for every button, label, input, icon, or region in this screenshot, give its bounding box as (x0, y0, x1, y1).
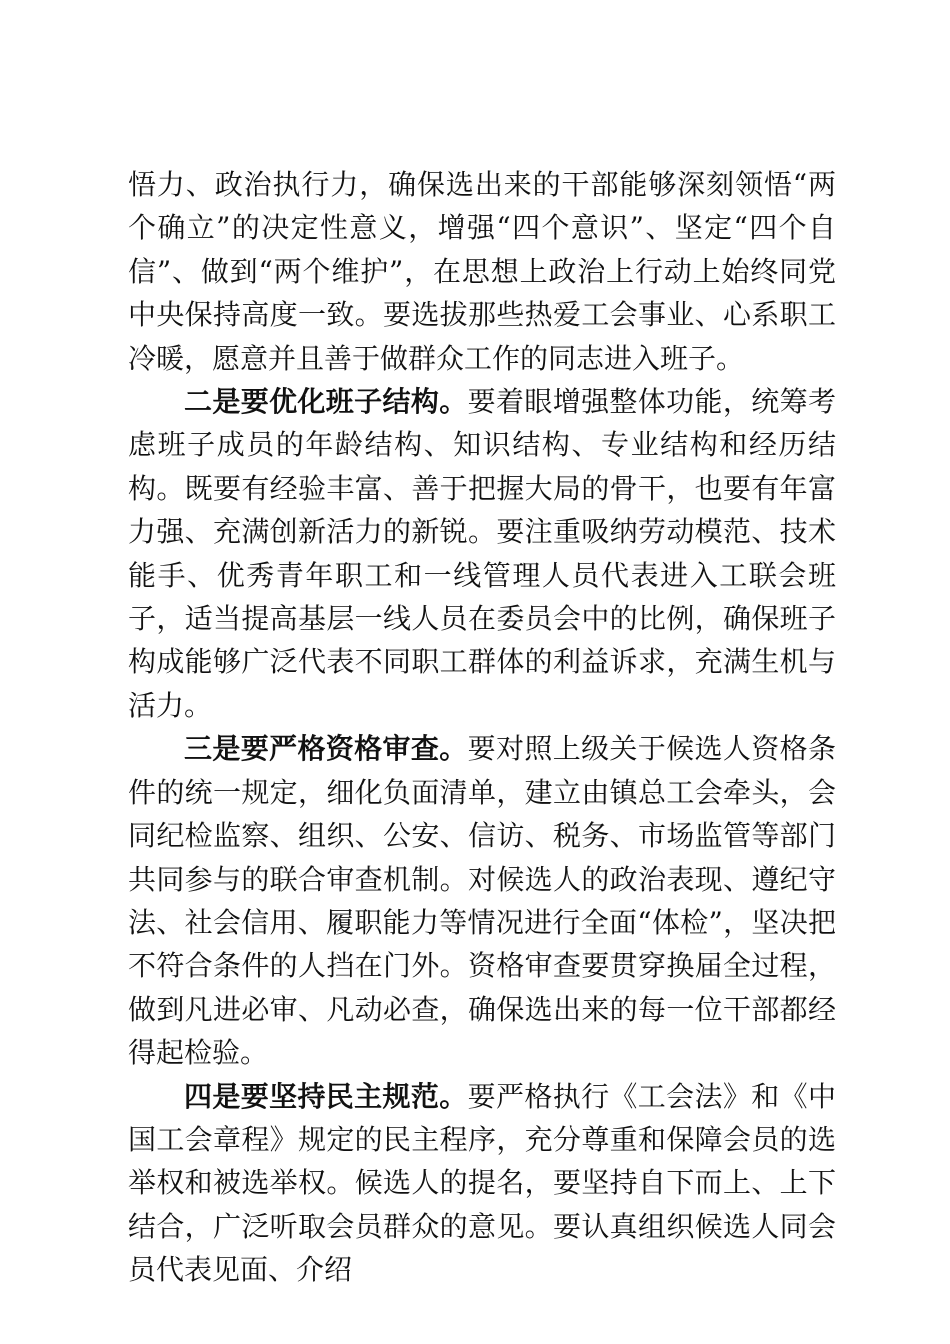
paragraph-text: 要严格执行《工会法》和《中国工会章程》规定的民主程序，充分尊重和保障会员的选举权和被选举权。候选人的提名，要坚持自下而上、上下结合，广泛听取会员群众的意见。要认真组织候选人同会员代表见面、介绍 (128, 1079, 836, 1287)
paragraph-optimize-structure (128, 380, 836, 727)
paragraph-text: 要着眼增强整体功能，统筹考虑班子成员的年龄结构、知识结构、专业结构和经历结构。既要有经验丰富、善于把握大局的骨干，也要有年富力强、充满创新活力的新锐。要注重吸纳劳动模范、技术能手、优秀青年职工和一线管理人员代表进入工联会班子，适当提高基层一线人员在委员会中的比例，确保班子构成能够广泛代表不同职工群体的利益诉求，充满生机与活力。 (128, 385, 836, 722)
document-body (128, 163, 836, 1292)
paragraph-lead: 二是要优化班子结构。 (184, 385, 468, 419)
paragraph-democratic-norms (128, 1075, 836, 1292)
paragraph-continuation (128, 163, 836, 380)
paragraph-lead: 四是要坚持民主规范。 (184, 1079, 468, 1113)
paragraph-text: 要对照上级关于候选人资格条件的统一规定，细化负面清单，建立由镇总工会牵头，会同纪检监察、组织、公安、信访、税务、市场监管等部门共同参与的联合审查机制。对候选人的政治表现、遵纪守法、社会信用、履职能力等情况进行全面“体检”，坚决把不符合条件的人挡在门外。资格审查要贯穿换届全过程，做到凡进必审、凡动必查，确保选出来的每一位干部都经得起检验。 (128, 732, 836, 1070)
paragraph-qualification-review (128, 727, 836, 1074)
paragraph-lead: 三是要严格资格审查。 (184, 732, 468, 766)
paragraph-text: 悟力、政治执行力，确保选出来的干部能够深刻领悟“两个确立”的决定性意义，增强“四个意识”、坚定“四个自信”、做到“两个维护”，在思想上政治上行动上始终同党中央保持高度一致。要选拔那些热爱工会事业、心系职工冷暖，愿意并且善于做群众工作的同志进入班子。 (128, 168, 836, 375)
